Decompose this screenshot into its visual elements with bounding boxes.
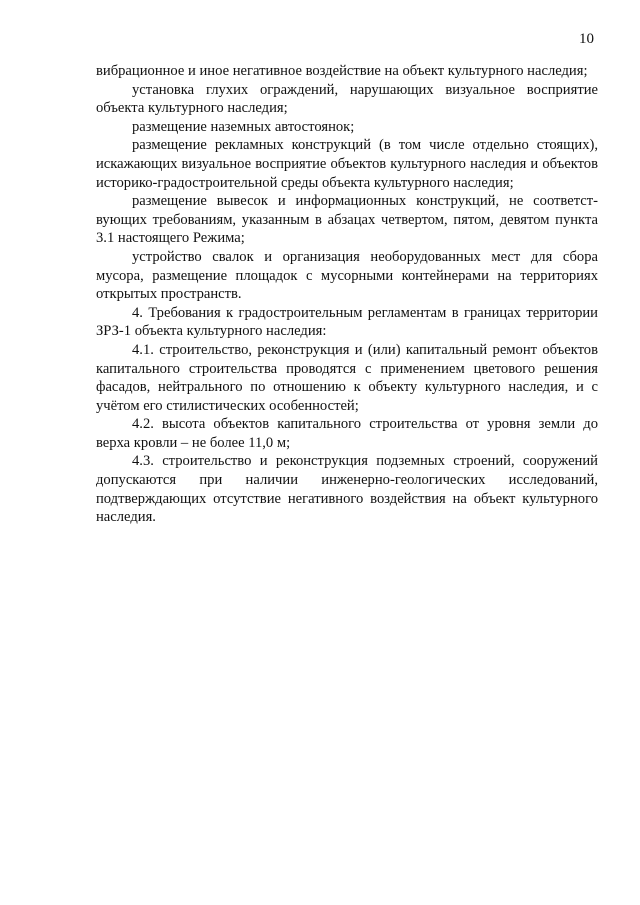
paragraph-dumps: устройство свалок и организация необорудованных мест для сбора мусора, размещение площадок с мусорными контейнерами на территориях открытых пространств. <box>96 248 598 303</box>
paragraph-section-4: 4. Требования к градостроительным регламентам в границах территории ЗРЗ-1 объекта культурного наследия: <box>96 304 598 340</box>
paragraph-parking: размещение наземных автостоянок; <box>132 118 355 135</box>
paragraph-fences: установка глухих ограждений, нарушающих визуальное восприятие объекта культурного наследия; <box>96 81 598 117</box>
paragraph-continuation: вибрационное и иное негативное воздействие на объект культурного наследия; <box>96 63 588 79</box>
paragraph-signage: размещение вывесок и информационных конструкций, не соответствующих требованиям, указанным в абзацах четвертом, пятом, девятом пункта 3.1 настоящего Режима; <box>96 193 598 247</box>
document-body <box>96 62 598 527</box>
page-number: 10 <box>579 31 594 47</box>
paragraph-4-3: 4.3. строительство и реконструкция подземных строений, сооружений допускаются при наличии инженерно-геологических исследований, подтверждающих отсутствие негативного воздействия на объект культурного наследия. <box>96 453 598 526</box>
paragraph-advertising: размещение рекламных конструкций (в том числе отдельно стоящих), искажающих визуальное восприятие объектов культурного наследия и объектов историко-градостроительной среды объекта культурного наследия; <box>96 137 598 191</box>
paragraph-4-1: 4.1. строительство, реконструкция и (или) капитальный ремонт объектов капитального строительства проводятся с применением цветового решения фасадов, нейтрального по отношению к объекту культурного наследия, и с учётом его стилистических особенностей; <box>96 341 598 414</box>
paragraph-4-2: 4.2. высота объектов капитального строительства от уровня земли до верха кровли – не более 11,0 м; <box>96 416 598 451</box>
